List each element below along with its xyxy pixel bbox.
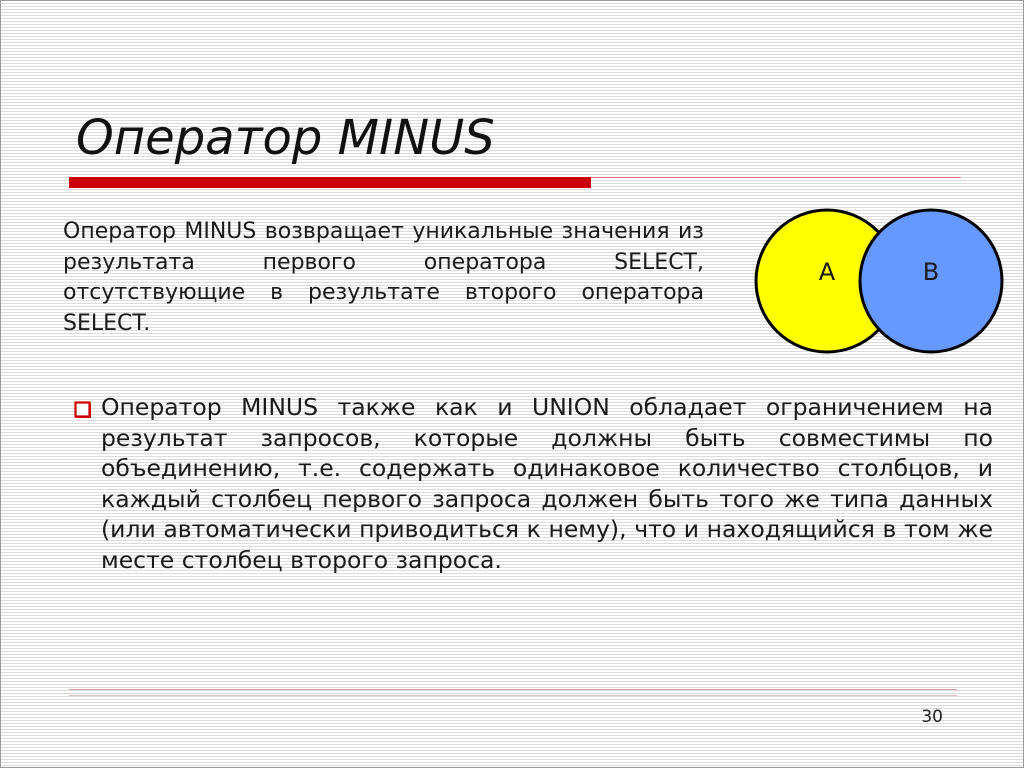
slide-title: Оператор MINUS bbox=[76, 110, 495, 166]
venn-label-b: B bbox=[922, 258, 940, 286]
checkbox-bullet-icon bbox=[74, 401, 91, 418]
page-number: 30 bbox=[921, 707, 943, 727]
venn-label-a: A bbox=[818, 258, 836, 286]
title-underline-rule bbox=[591, 177, 961, 178]
footer-rule-secondary bbox=[69, 695, 957, 696]
title-underline-bar bbox=[69, 177, 591, 188]
footer-rule bbox=[69, 689, 957, 690]
bullet-paragraph: Оператор MINUS также как и UNION обладает ограничением на результат запросов, которые должны быть совместимы по объединению, т.е. содержать одинаковое количество столбцов, и каждый столбец первого запроса должен быть того же типа данных (или автоматически приводиться к нему), что и находящийся в том же месте столбец второго запроса. bbox=[101, 393, 993, 574]
venn-diagram bbox=[741, 201, 1011, 366]
intro-paragraph: Оператор MINUS возвращает уникальные значения из результата первого оператора SELECT, отсутствующие в результате второго оператора SELECT. bbox=[63, 219, 704, 336]
